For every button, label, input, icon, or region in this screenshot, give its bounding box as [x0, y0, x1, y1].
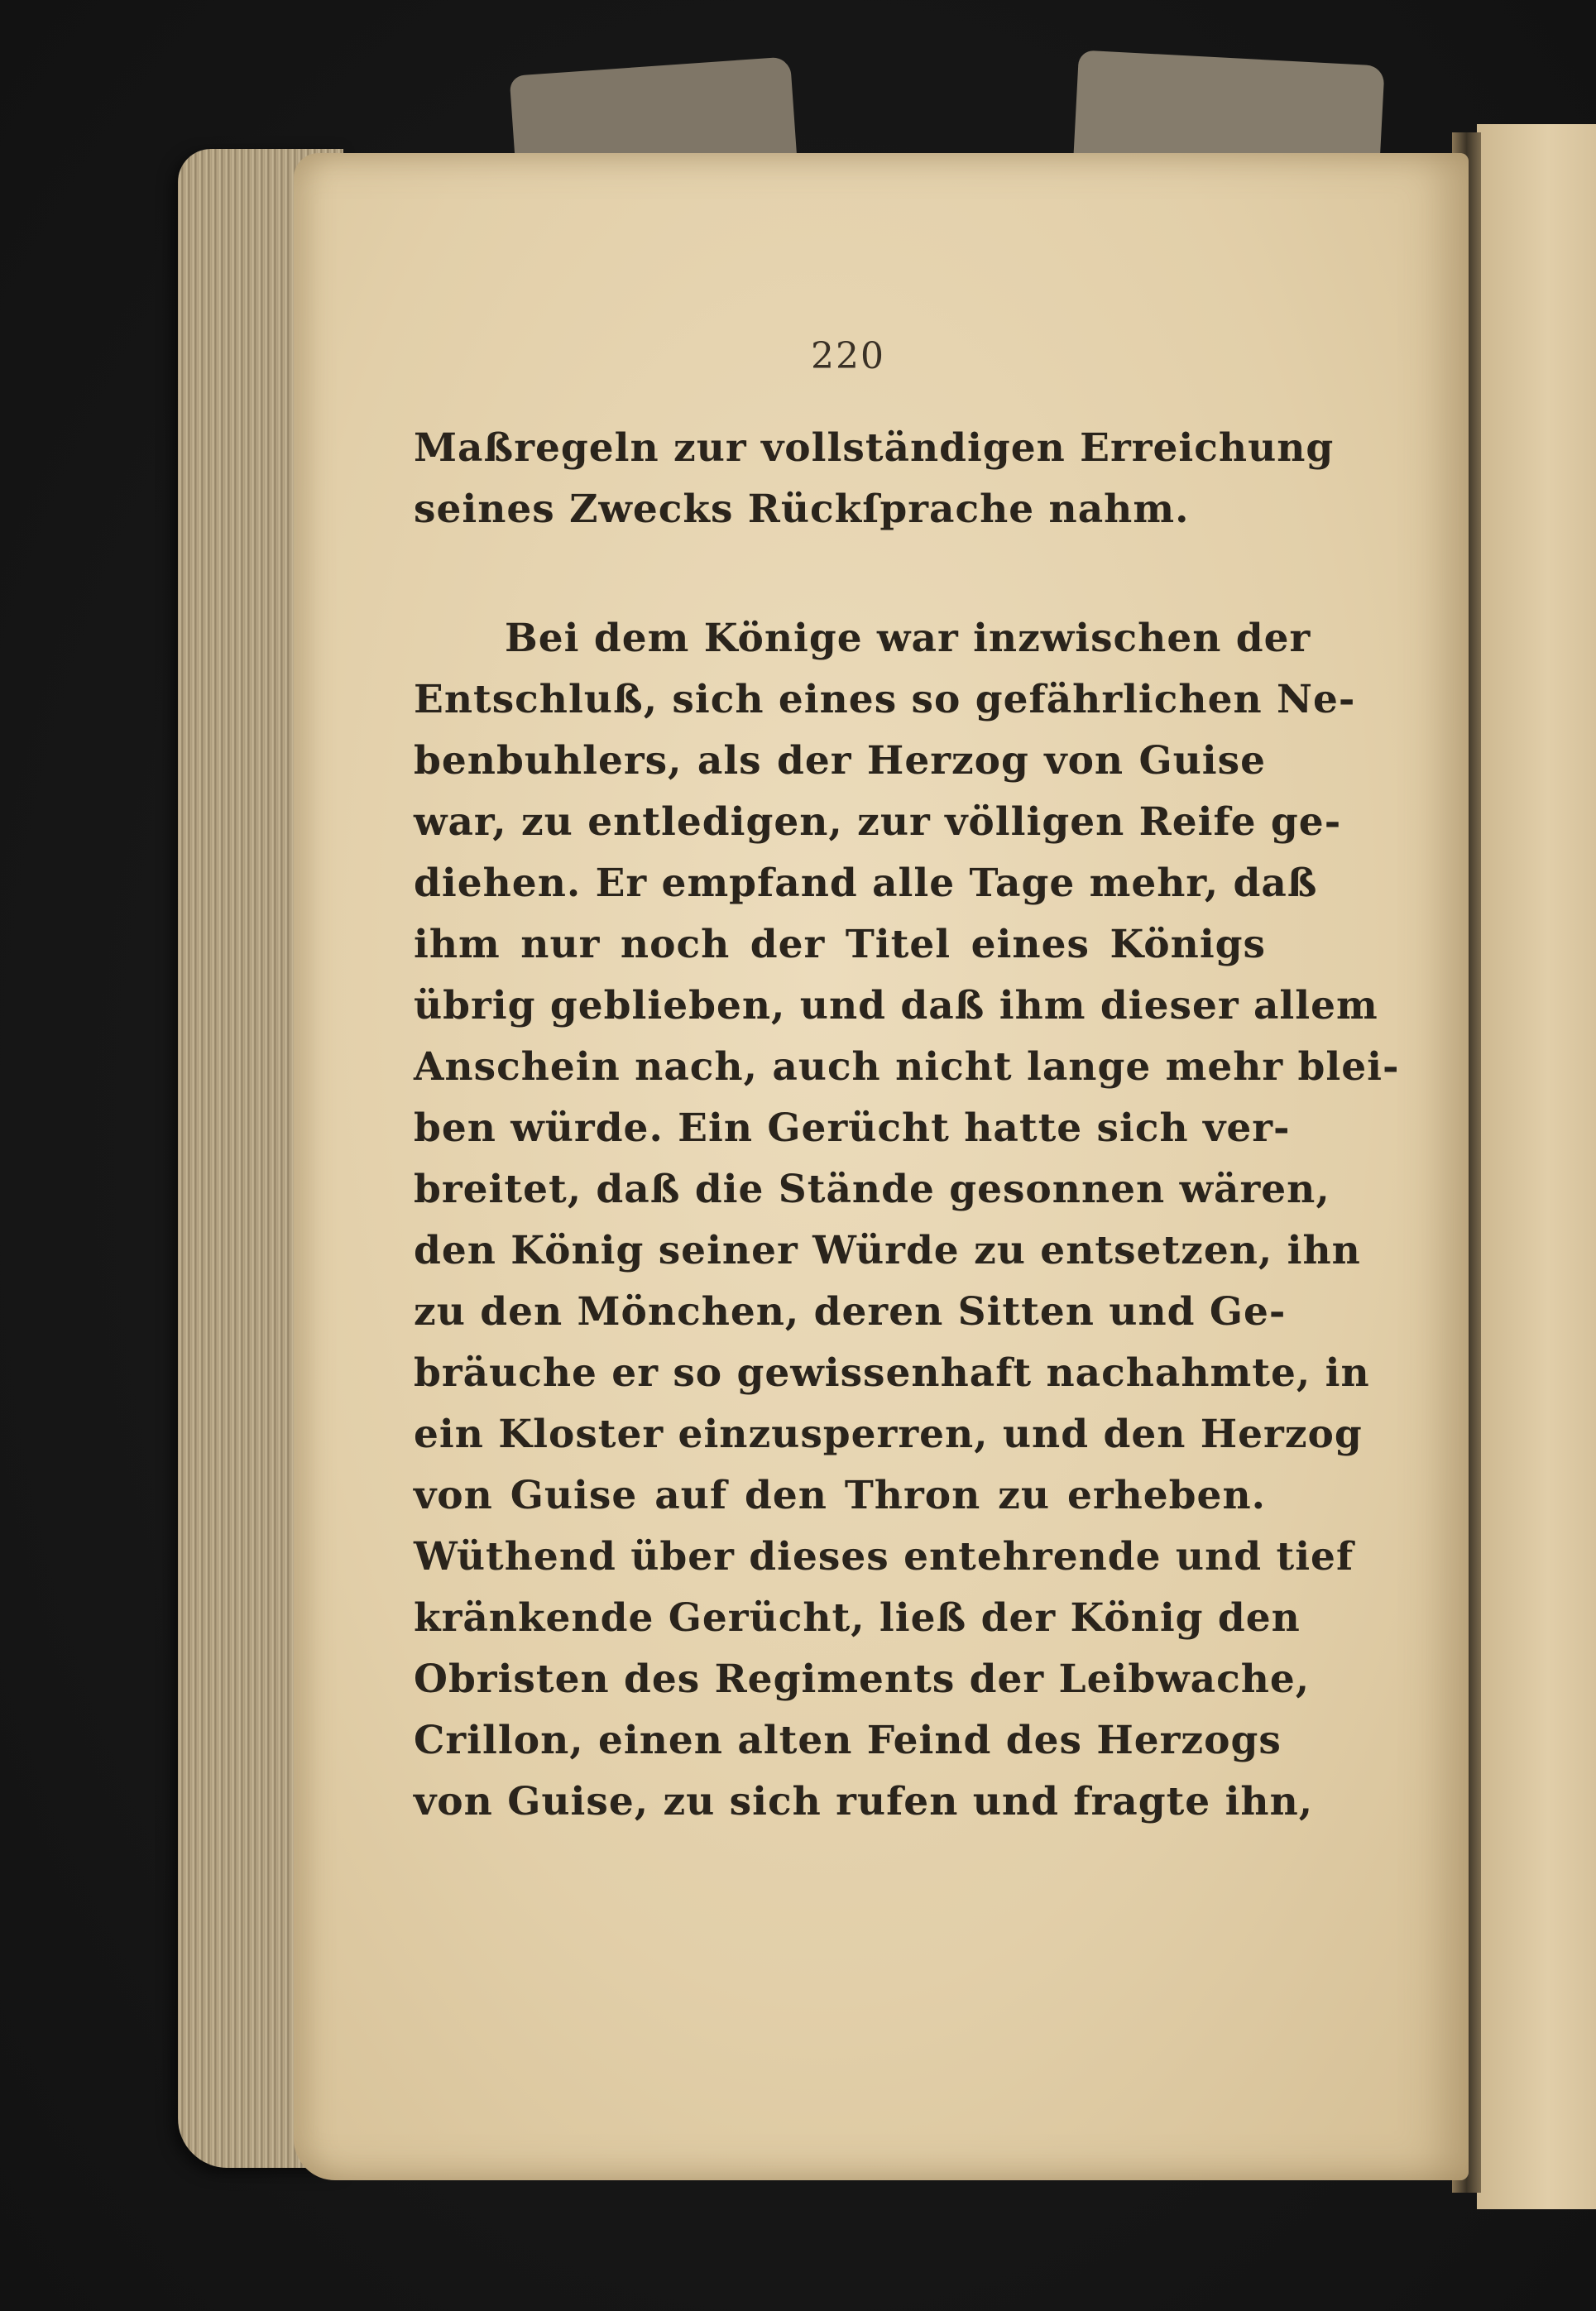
text-line: ben würde. Ein Gerücht hatte sich ver- — [414, 1105, 1291, 1151]
text-line: seines Zwecks Rückſprache nahm. — [414, 487, 1190, 532]
text-line: ein Kloster einzusperren, und den Herzog — [414, 1412, 1363, 1457]
text-line: den König seiner Würde zu entsetzen, ihn — [414, 1228, 1361, 1273]
text-line: von Guise auf den Thron zu erheben. — [414, 1473, 1266, 1518]
text-line: bräuche er so gewissenhaft nachahmte, in — [414, 1350, 1370, 1396]
page-text — [414, 418, 1400, 1833]
paragraph-gap — [414, 540, 1266, 608]
text-line: Wüthend über dieses entehrende und tief — [414, 1534, 1354, 1580]
text-line: kränkende Gerücht, ließ der König den — [414, 1595, 1301, 1641]
text-line: Crillon, einen alten Feind des Herzogs — [414, 1718, 1282, 1763]
page-number: 220 — [811, 335, 885, 377]
text-line: Anschein nach, auch nicht lange mehr blei- — [414, 1044, 1400, 1090]
text-line: Entschluß, sich eines so gefährlichen Ne- — [414, 677, 1356, 722]
text-line: zu den Mönchen, deren Sitten und Ge- — [414, 1289, 1287, 1335]
text-line: war, zu entledigen, zur völligen Reife ge- — [414, 799, 1342, 845]
text-line: Maßregeln zur vollständigen Erreichung — [414, 425, 1335, 471]
facing-page — [1477, 124, 1596, 2209]
text-line: Obristen des Regiments der Leibwache, — [414, 1657, 1311, 1702]
text-line: benbuhlers, als der Herzog von Guise — [414, 738, 1266, 784]
text-line: ihm nur noch der Titel eines Königs — [414, 922, 1266, 967]
text-line: breitet, daß die Stände gesonnen wären, — [414, 1167, 1330, 1212]
text-line: übrig geblieben, und daß ihm dieser allem — [414, 983, 1378, 1028]
text-line: diehen. Er empfand alle Tage mehr, daß — [414, 861, 1318, 906]
text-line: Bei dem Könige war inzwischen der — [505, 616, 1311, 661]
text-line: von Guise, zu sich rufen und fragte ihn, — [414, 1779, 1314, 1824]
